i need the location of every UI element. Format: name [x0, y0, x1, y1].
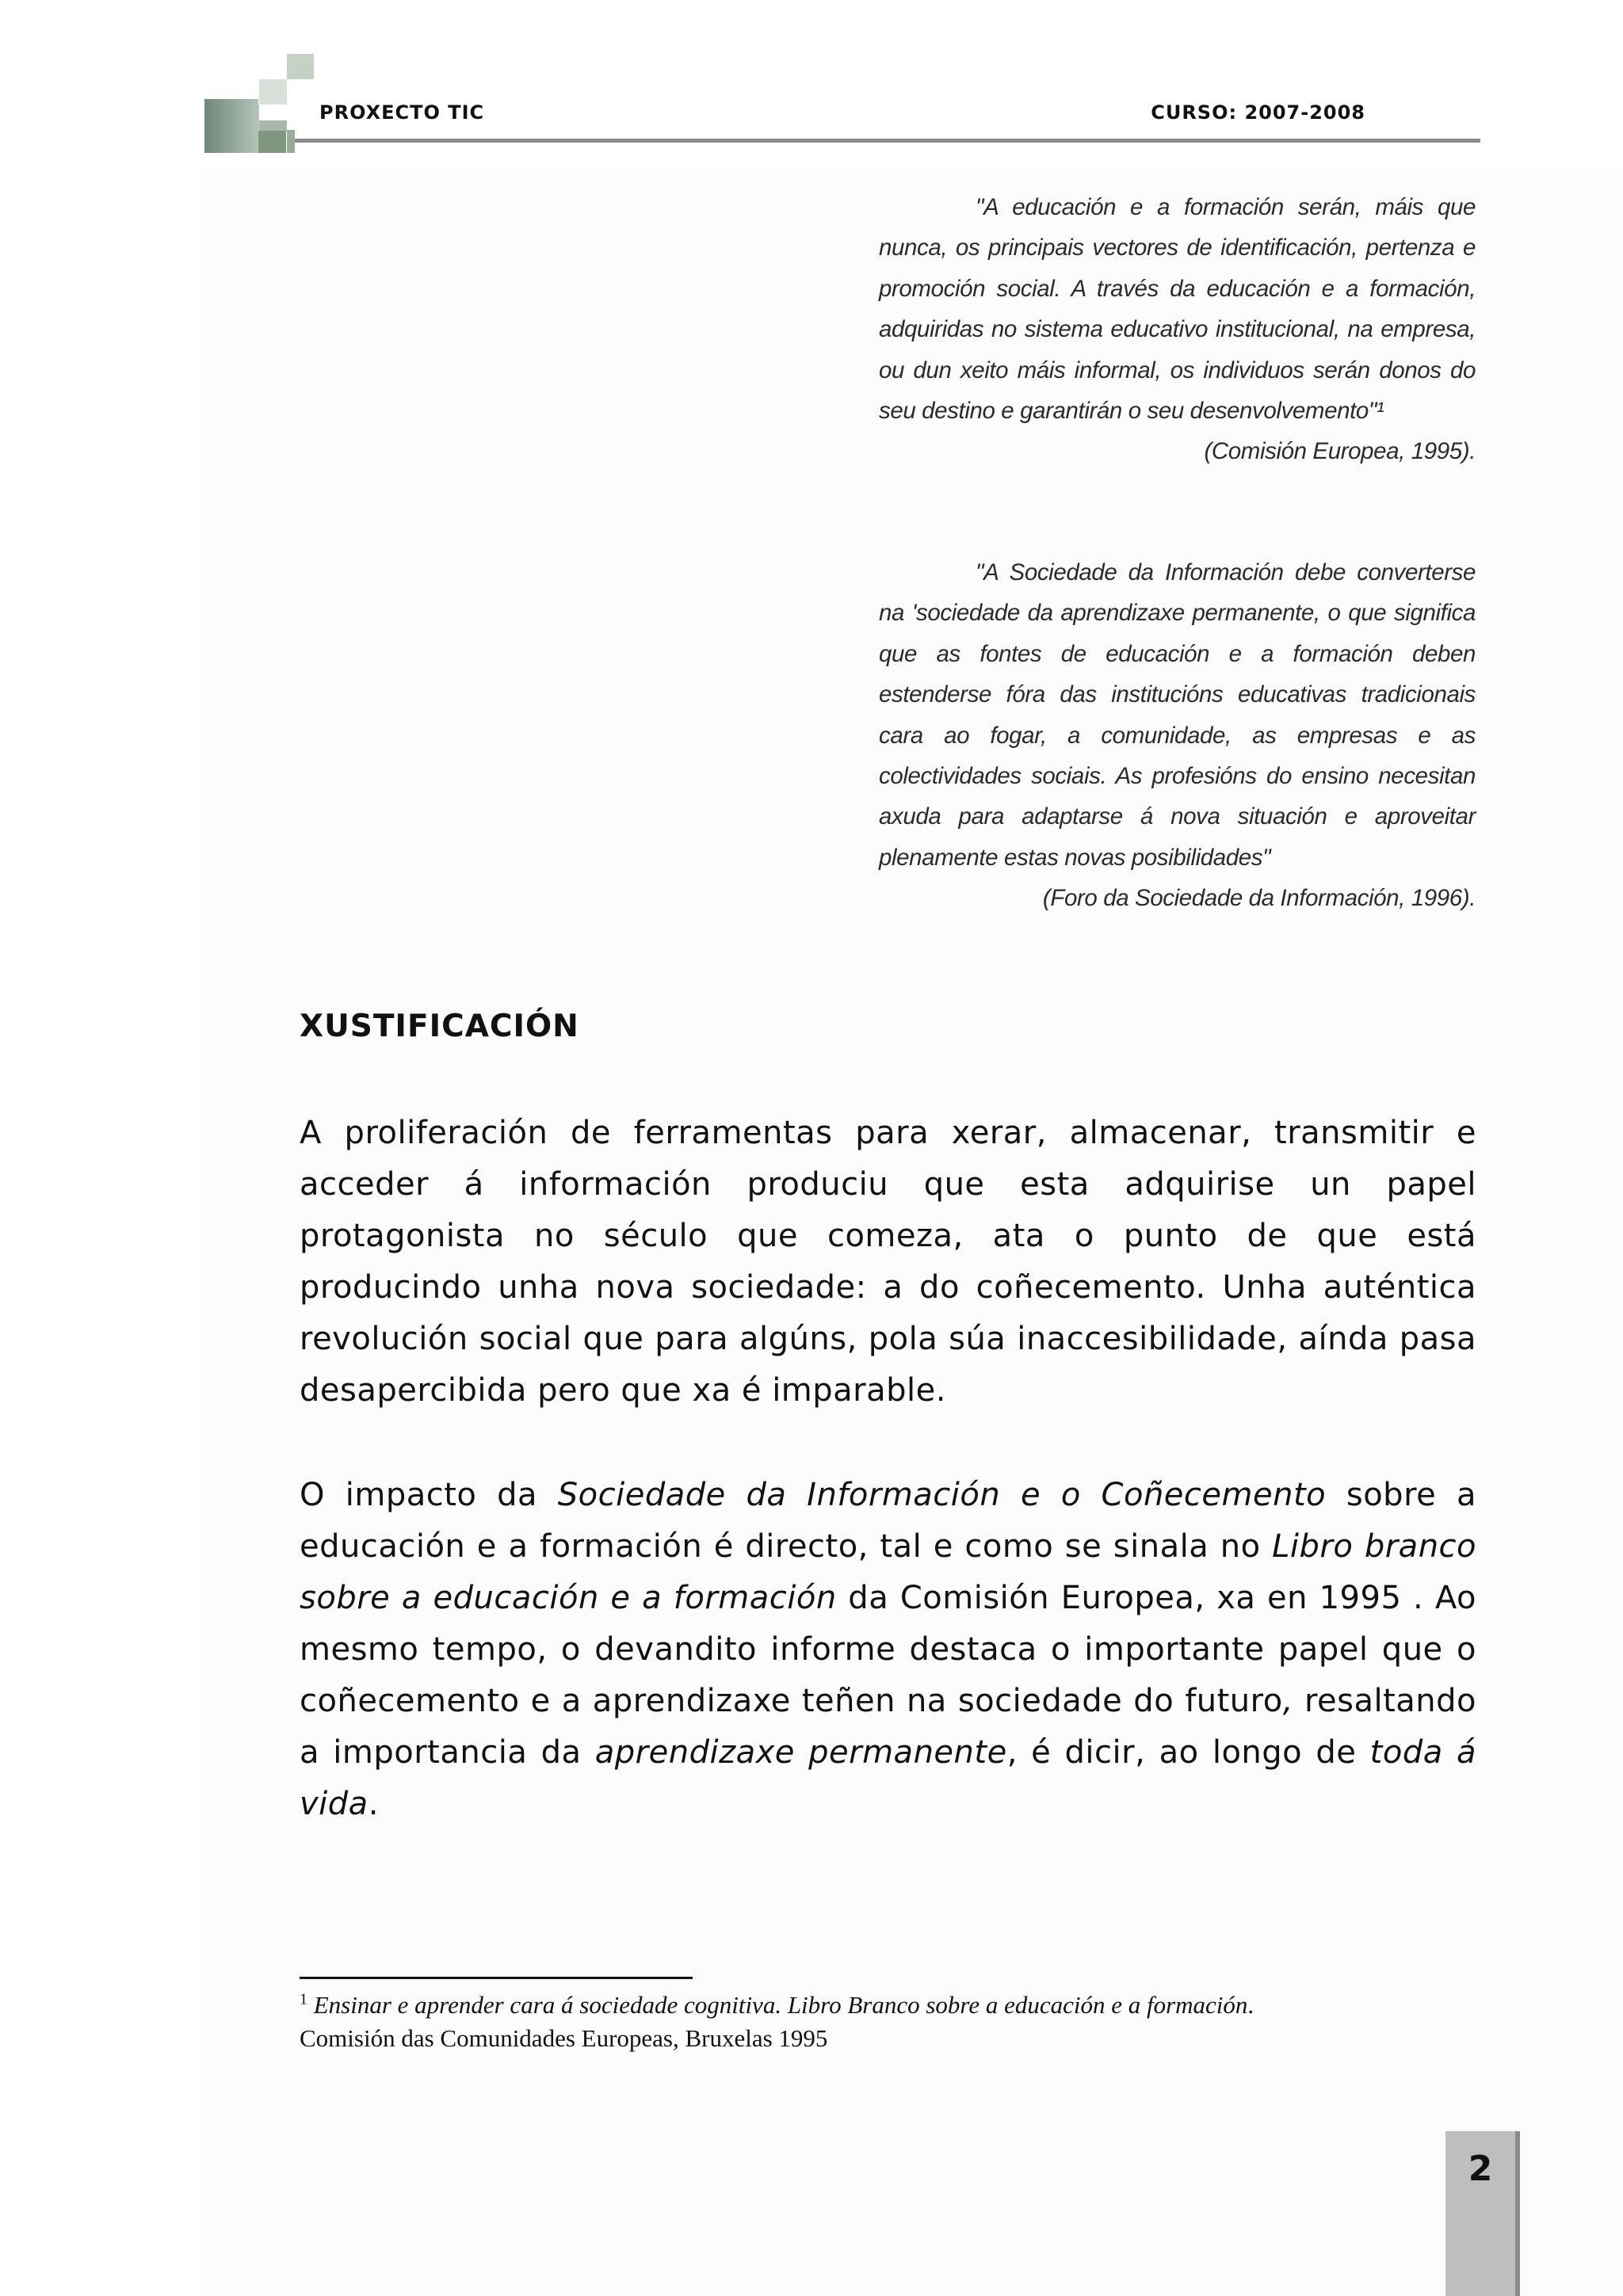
header-divider [295, 139, 1480, 143]
quote-text: "A educación e a formación serán, máis que nunca, os principais vectores de identificación, pertenza e promoción social. A través da educación e a formación, adquiridas no sistema educativo institucional, na empresa, ou dun xeito máis informal, os individuos serán donos do seu destino e garantirán o seu desenvolvemento"¹ [879, 194, 1476, 425]
section-heading: XUSTIFICACIÓN [300, 1009, 579, 1044]
footnote-marker: 1 [300, 1990, 307, 2008]
epigraph-quote-1 [879, 187, 1476, 472]
footnote: $^1$ Ensinar e aprender cara á sociedade cognitiva. Libro Branco sobre a educación e a formación. Comisión das Comunidades Europeas, Bruxelas 1995 [300, 1990, 1254, 2052]
page-number-tab [1445, 2131, 1515, 2296]
header-course-year: CURSO: 2007-2008 [1151, 101, 1365, 124]
epigraph-quote-2 [879, 552, 1476, 919]
header-project-title: PROXECTO TIC [319, 101, 485, 124]
footnote-source: Comisión das Comunidades Europeas, Bruxelas 1995 [300, 2024, 828, 2052]
footnote-title: Ensinar e aprender cara á sociedade cognitiva. Libro Branco sobre a educación e a formación [313, 1991, 1248, 2019]
page-number: 2 [1468, 2149, 1493, 2189]
footnote-divider [300, 1977, 693, 1979]
paragraph-2: O impacto da Sociedade da Información e o Coñecemento sobre a educación e a formación é directo, tal e como se sinala no Libro branco sobre a educación e a formación da Comisión Europea, xa en 1995 . Ao mesmo tempo, o devandito informe destaca o importante papel que o coñecemento e a aprendizaxe teñen na sociedade do futuro, resaltando a importancia da aprendizaxe permanente, é dicir, ao longo de toda á vida. [300, 1477, 1477, 1822]
paragraph-1: A proliferación de ferramentas para xerar, almacenar, transmitir e acceder á información produciu que esta adquirise un papel protagonista no século que comeza, ata o punto de que está producindo unha nova sociedade: a do coñecemento. Unha auténtica revolución social que para algúns, pola súa inaccesibilidade, aínda pasa desapercibida pero que xa é imparable. [300, 1115, 1476, 1409]
quote-citation: (Foro da Sociedade da Información, 1996). [1042, 885, 1476, 912]
quote-citation: (Comisión Europea, 1995). [1204, 438, 1476, 465]
quote-text: "A Sociedade da Información debe converterse na 'sociedade da aprendizaxe permanente, o que significa que as fontes de educación e a formación deben estenderse fóra das institucións educativas tradicionais cara ao fogar, a comunidade, as empresas e as colectividades sociais. As profesións do ensino necesitan axuda para adaptarse á nova situación e aproveitar plenamente estas novas posibilidades" [879, 559, 1476, 871]
